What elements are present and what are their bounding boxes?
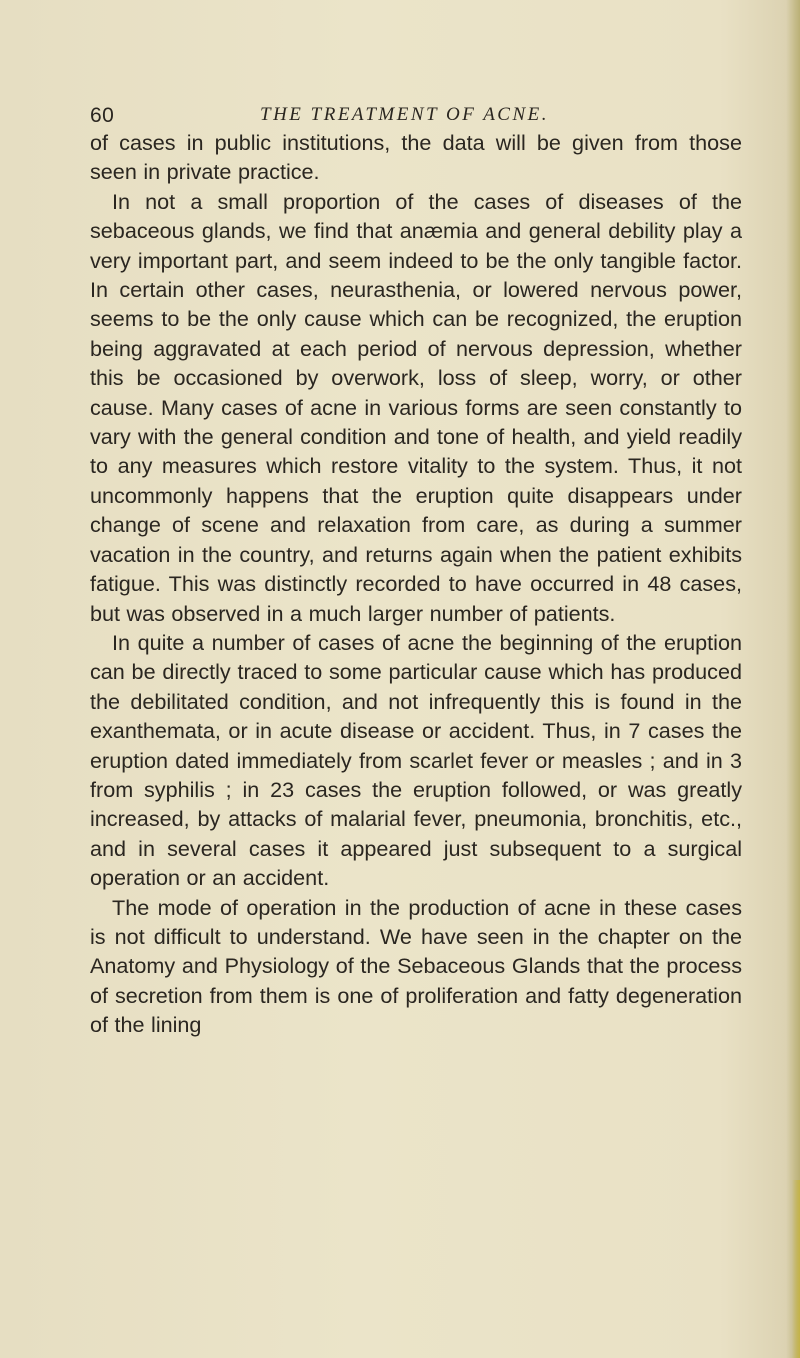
paragraph: In quite a number of cases of acne the beginning of the eruption can be directly traced to some particular cause which has produced the debilitated condition, and not infrequently this is found in the exanthemata, or in acute disease or accident. Thus, in 7 cases the eruption dated immediately from scarlet fever or measles ; and in 3 from syphilis ; in 23 cases the eruption followed, or was greatly increased, by attacks of malarial fever, pneumonia, bronchitis, etc., and in several cases it appeared just subsequent to a surgical operation or an accident. [90,629,742,891]
page-edge-shadow [786,0,800,1358]
page-edge-tint [792,1180,800,1358]
running-title: THE TREATMENT OF ACNE. [260,104,550,125]
page-number: 60 [90,104,115,127]
paragraph: In not a small proportion of the cases of diseases of the sebaceous glands, we find that anæmia and general debility play a very important part, and seem indeed to be the only tangible factor. In certain other cases, neurasthenia, or lowered nervous power, seems to be the only cause which can be recognized, the eruption being aggravated at each period of nervous depression, whether this be occasioned by overwork, loss of sleep, worry, or other cause. Many cases of acne in various forms are seen constantly to vary with the general condition and tone of health, and yield readily to any measures which restore vitality to the system. Thus, it not uncommonly happens that the eruption quite disappears under change of scene and relaxation from care, as during a summer vacation in the country, and returns again when the patient exhibits fatigue. This was distinctly recorded to have occurred in 48 cases, but was observed in a much larger number of patients. [90,188,742,626]
paragraph: The mode of operation in the production of acne in these cases is not difficult to understand. We have seen in the chapter on the Anatomy and Physiology of the Sebaceous Glands that the process of secretion from them is one of proliferation and fatty degeneration of the lining [90,894,742,1038]
body-text [90,128,742,1040]
paragraph: of cases in public institutions, the data will be given from those seen in private practice. [90,130,742,185]
